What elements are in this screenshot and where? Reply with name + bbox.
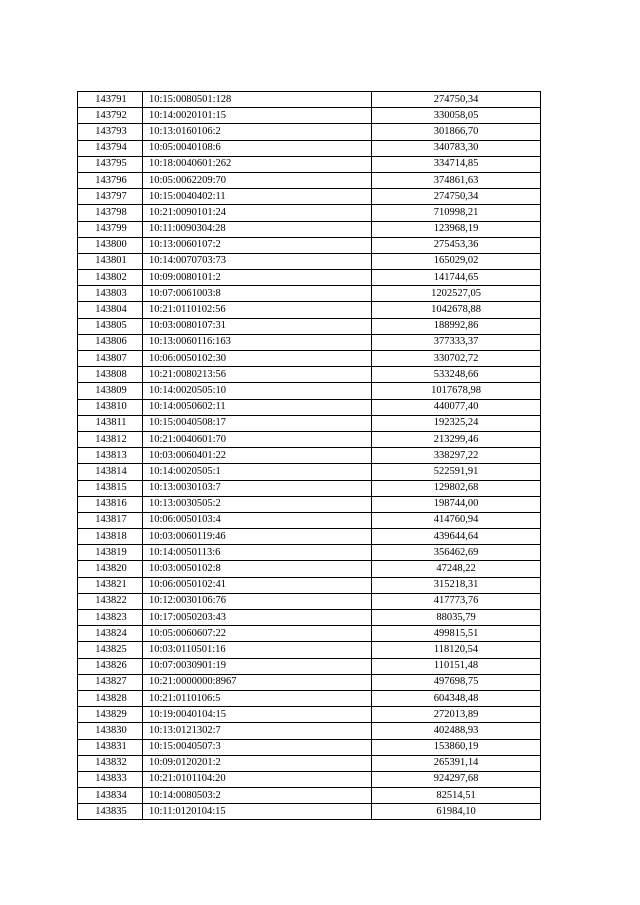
table-row bbox=[78, 431, 541, 447]
table-row bbox=[78, 205, 541, 221]
cadastral-number-cell: 10:14:0080503:2 bbox=[143, 788, 372, 804]
table-row bbox=[78, 739, 541, 755]
row-id-cell: 143810 bbox=[78, 399, 143, 415]
row-id-cell: 143828 bbox=[78, 690, 143, 706]
table-row bbox=[78, 788, 541, 804]
row-id-cell: 143798 bbox=[78, 205, 143, 221]
row-id-cell: 143809 bbox=[78, 383, 143, 399]
cadastral-number-cell: 10:11:0090304:28 bbox=[143, 221, 372, 237]
table-row bbox=[78, 561, 541, 577]
value-cell: 315218,31 bbox=[372, 577, 541, 593]
table-row bbox=[78, 804, 541, 820]
row-id-cell: 143834 bbox=[78, 788, 143, 804]
value-cell: 334714,85 bbox=[372, 156, 541, 172]
value-cell: 417773,76 bbox=[372, 593, 541, 609]
table-row bbox=[78, 318, 541, 334]
row-id-cell: 143816 bbox=[78, 496, 143, 512]
row-id-cell: 143807 bbox=[78, 351, 143, 367]
value-cell: 497698,75 bbox=[372, 674, 541, 690]
value-cell: 356462,69 bbox=[372, 545, 541, 561]
value-cell: 439644,64 bbox=[372, 529, 541, 545]
table-row bbox=[78, 172, 541, 188]
row-id-cell: 143818 bbox=[78, 529, 143, 545]
value-cell: 340783,30 bbox=[372, 140, 541, 156]
table-row bbox=[78, 92, 541, 108]
cadastral-number-cell: 10:07:0030901:19 bbox=[143, 658, 372, 674]
row-id-cell: 143792 bbox=[78, 108, 143, 124]
cadastral-number-cell: 10:11:0120104:15 bbox=[143, 804, 372, 820]
cadastral-number-cell: 10:18:0040601:262 bbox=[143, 156, 372, 172]
row-id-cell: 143799 bbox=[78, 221, 143, 237]
row-id-cell: 143823 bbox=[78, 610, 143, 626]
row-id-cell: 143800 bbox=[78, 237, 143, 253]
table-row bbox=[78, 771, 541, 787]
table-row bbox=[78, 723, 541, 739]
table-row bbox=[78, 707, 541, 723]
table-row bbox=[78, 674, 541, 690]
cadastral-number-cell: 10:03:0080107:31 bbox=[143, 318, 372, 334]
cadastral-number-cell: 10:14:0050113:6 bbox=[143, 545, 372, 561]
row-id-cell: 143814 bbox=[78, 464, 143, 480]
row-id-cell: 143812 bbox=[78, 431, 143, 447]
table-row bbox=[78, 334, 541, 350]
value-cell: 275453,36 bbox=[372, 237, 541, 253]
row-id-cell: 143819 bbox=[78, 545, 143, 561]
cadastral-number-cell: 10:03:0060119:46 bbox=[143, 529, 372, 545]
table-row bbox=[78, 480, 541, 496]
table-row bbox=[78, 626, 541, 642]
table-row bbox=[78, 302, 541, 318]
cadastral-number-cell: 10:14:0020505:1 bbox=[143, 464, 372, 480]
value-cell: 129802,68 bbox=[372, 480, 541, 496]
cadastral-number-cell: 10:13:0030103:7 bbox=[143, 480, 372, 496]
value-cell: 924297,68 bbox=[372, 771, 541, 787]
value-cell: 330058,05 bbox=[372, 108, 541, 124]
cadastral-number-cell: 10:17:0050203:43 bbox=[143, 610, 372, 626]
cadastral-number-cell: 10:03:0060401:22 bbox=[143, 448, 372, 464]
row-id-cell: 143815 bbox=[78, 480, 143, 496]
row-id-cell: 143791 bbox=[78, 92, 143, 108]
table-row bbox=[78, 529, 541, 545]
value-cell: 1017678,98 bbox=[372, 383, 541, 399]
cadastral-number-cell: 10:15:0040507:3 bbox=[143, 739, 372, 755]
row-id-cell: 143811 bbox=[78, 415, 143, 431]
value-cell: 1042678,88 bbox=[372, 302, 541, 318]
row-id-cell: 143797 bbox=[78, 189, 143, 205]
value-cell: 272013,89 bbox=[372, 707, 541, 723]
table-row bbox=[78, 286, 541, 302]
cadastral-number-cell: 10:21:0000000:8967 bbox=[143, 674, 372, 690]
value-cell: 153860,19 bbox=[372, 739, 541, 755]
row-id-cell: 143794 bbox=[78, 140, 143, 156]
cadastral-number-cell: 10:15:0040402:11 bbox=[143, 189, 372, 205]
value-cell: 213299,46 bbox=[372, 431, 541, 447]
cadastral-number-cell: 10:21:0110102:56 bbox=[143, 302, 372, 318]
value-cell: 414760,94 bbox=[372, 512, 541, 528]
row-id-cell: 143831 bbox=[78, 739, 143, 755]
table-row bbox=[78, 690, 541, 706]
cadastral-number-cell: 10:21:0090101:24 bbox=[143, 205, 372, 221]
table-row bbox=[78, 221, 541, 237]
cadastral-number-cell: 10:03:0050102:8 bbox=[143, 561, 372, 577]
cadastral-number-cell: 10:03:0110501:16 bbox=[143, 642, 372, 658]
table-row bbox=[78, 496, 541, 512]
value-cell: 265391,14 bbox=[372, 755, 541, 771]
row-id-cell: 143803 bbox=[78, 286, 143, 302]
row-id-cell: 143817 bbox=[78, 512, 143, 528]
cadastral-number-cell: 10:12:0030106:76 bbox=[143, 593, 372, 609]
row-id-cell: 143827 bbox=[78, 674, 143, 690]
value-cell: 377333,37 bbox=[372, 334, 541, 350]
value-cell: 710998,21 bbox=[372, 205, 541, 221]
cadastral-number-cell: 10:14:0020101:15 bbox=[143, 108, 372, 124]
data-table bbox=[77, 91, 541, 820]
value-cell: 188992,86 bbox=[372, 318, 541, 334]
table-row bbox=[78, 189, 541, 205]
table-row bbox=[78, 658, 541, 674]
value-cell: 61984,10 bbox=[372, 804, 541, 820]
cadastral-number-cell: 10:13:0160106:2 bbox=[143, 124, 372, 140]
cadastral-number-cell: 10:15:0040508:17 bbox=[143, 415, 372, 431]
row-id-cell: 143826 bbox=[78, 658, 143, 674]
value-cell: 88035,79 bbox=[372, 610, 541, 626]
row-id-cell: 143820 bbox=[78, 561, 143, 577]
table-row bbox=[78, 140, 541, 156]
table-row bbox=[78, 124, 541, 140]
cadastral-number-cell: 10:06:0050103:4 bbox=[143, 512, 372, 528]
cadastral-number-cell: 10:19:0040104:15 bbox=[143, 707, 372, 723]
cadastral-number-cell: 10:09:0120201:2 bbox=[143, 755, 372, 771]
row-id-cell: 143795 bbox=[78, 156, 143, 172]
row-id-cell: 143829 bbox=[78, 707, 143, 723]
table-row bbox=[78, 237, 541, 253]
value-cell: 301866,70 bbox=[372, 124, 541, 140]
row-id-cell: 143822 bbox=[78, 593, 143, 609]
value-cell: 47248,22 bbox=[372, 561, 541, 577]
table-row bbox=[78, 367, 541, 383]
value-cell: 165029,02 bbox=[372, 253, 541, 269]
value-cell: 118120,54 bbox=[372, 642, 541, 658]
table-body bbox=[78, 92, 541, 820]
value-cell: 402488,93 bbox=[372, 723, 541, 739]
row-id-cell: 143825 bbox=[78, 642, 143, 658]
value-cell: 499815,51 bbox=[372, 626, 541, 642]
cadastral-number-cell: 10:05:0060607:22 bbox=[143, 626, 372, 642]
value-cell: 123968,19 bbox=[372, 221, 541, 237]
table-row bbox=[78, 610, 541, 626]
row-id-cell: 143808 bbox=[78, 367, 143, 383]
table-row bbox=[78, 383, 541, 399]
cadastral-number-cell: 10:14:0020505:10 bbox=[143, 383, 372, 399]
table-row bbox=[78, 270, 541, 286]
value-cell: 198744,00 bbox=[372, 496, 541, 512]
value-cell: 192325,24 bbox=[372, 415, 541, 431]
row-id-cell: 143805 bbox=[78, 318, 143, 334]
cadastral-number-cell: 10:21:0110106:5 bbox=[143, 690, 372, 706]
value-cell: 141744,65 bbox=[372, 270, 541, 286]
row-id-cell: 143832 bbox=[78, 755, 143, 771]
cadastral-number-cell: 10:14:0070703:73 bbox=[143, 253, 372, 269]
row-id-cell: 143804 bbox=[78, 302, 143, 318]
table-row bbox=[78, 448, 541, 464]
cadastral-number-cell: 10:06:0050102:41 bbox=[143, 577, 372, 593]
table-row bbox=[78, 399, 541, 415]
cadastral-number-cell: 10:09:0080101:2 bbox=[143, 270, 372, 286]
row-id-cell: 143824 bbox=[78, 626, 143, 642]
table-row bbox=[78, 156, 541, 172]
cadastral-number-cell: 10:21:0101104:20 bbox=[143, 771, 372, 787]
value-cell: 338297,22 bbox=[372, 448, 541, 464]
table-row bbox=[78, 755, 541, 771]
table-row bbox=[78, 642, 541, 658]
cadastral-number-cell: 10:21:0080213:56 bbox=[143, 367, 372, 383]
cadastral-number-cell: 10:13:0060116:163 bbox=[143, 334, 372, 350]
cadastral-number-cell: 10:15:0080501:128 bbox=[143, 92, 372, 108]
row-id-cell: 143821 bbox=[78, 577, 143, 593]
table-row bbox=[78, 415, 541, 431]
value-cell: 110151,48 bbox=[372, 658, 541, 674]
cadastral-number-cell: 10:13:0121302:7 bbox=[143, 723, 372, 739]
value-cell: 533248,66 bbox=[372, 367, 541, 383]
table-row bbox=[78, 253, 541, 269]
row-id-cell: 143796 bbox=[78, 172, 143, 188]
table-row bbox=[78, 577, 541, 593]
row-id-cell: 143793 bbox=[78, 124, 143, 140]
row-id-cell: 143830 bbox=[78, 723, 143, 739]
value-cell: 440077,40 bbox=[372, 399, 541, 415]
value-cell: 82514,51 bbox=[372, 788, 541, 804]
row-id-cell: 143813 bbox=[78, 448, 143, 464]
table-row bbox=[78, 545, 541, 561]
row-id-cell: 143801 bbox=[78, 253, 143, 269]
table-row bbox=[78, 351, 541, 367]
cadastral-number-cell: 10:05:0040108:6 bbox=[143, 140, 372, 156]
cadastral-number-cell: 10:06:0050102:30 bbox=[143, 351, 372, 367]
value-cell: 522591,91 bbox=[372, 464, 541, 480]
cadastral-number-cell: 10:14:0050602:11 bbox=[143, 399, 372, 415]
value-cell: 1202527,05 bbox=[372, 286, 541, 302]
cadastral-number-cell: 10:21:0040601:70 bbox=[143, 431, 372, 447]
value-cell: 274750,34 bbox=[372, 189, 541, 205]
cadastral-number-cell: 10:07:0061003:8 bbox=[143, 286, 372, 302]
cadastral-number-cell: 10:13:0060107:2 bbox=[143, 237, 372, 253]
table-row bbox=[78, 593, 541, 609]
value-cell: 274750,34 bbox=[372, 92, 541, 108]
row-id-cell: 143833 bbox=[78, 771, 143, 787]
row-id-cell: 143806 bbox=[78, 334, 143, 350]
value-cell: 330702,72 bbox=[372, 351, 541, 367]
table-row bbox=[78, 512, 541, 528]
table-row bbox=[78, 108, 541, 124]
cadastral-number-cell: 10:13:0030505:2 bbox=[143, 496, 372, 512]
row-id-cell: 143835 bbox=[78, 804, 143, 820]
table-row bbox=[78, 464, 541, 480]
value-cell: 604348,48 bbox=[372, 690, 541, 706]
value-cell: 374861,63 bbox=[372, 172, 541, 188]
row-id-cell: 143802 bbox=[78, 270, 143, 286]
cadastral-number-cell: 10:05:0062209:70 bbox=[143, 172, 372, 188]
